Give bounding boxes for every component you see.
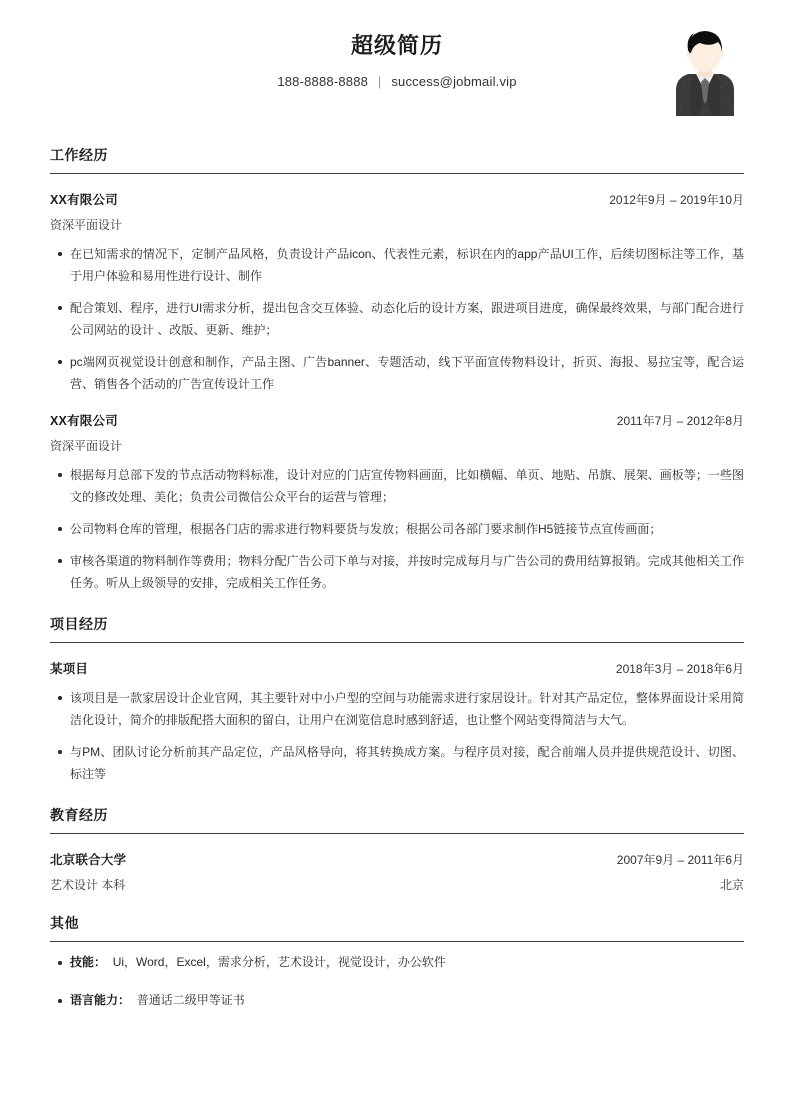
bullet-item: 该项目是一款家居设计企业官网，其主要针对中小户型的空间与功能需求进行家居设计。针对其产品定位，整体界面设计采用简洁化设计，简介的排版配搭大面积的留白，让用户在浏览信息时感到舒适，也让整个网站变得简洁与大气。 bbox=[50, 687, 744, 731]
other-item bbox=[50, 990, 744, 1010]
section bbox=[50, 614, 744, 785]
entry-role: 资深平面设计 bbox=[50, 218, 123, 232]
header-identity bbox=[50, 30, 744, 89]
experience-entry bbox=[50, 411, 744, 594]
contact-line bbox=[50, 74, 744, 89]
section bbox=[50, 805, 744, 893]
entry-organization: XX有限公司 bbox=[50, 414, 118, 428]
experience-entry bbox=[50, 190, 744, 395]
other-list bbox=[50, 952, 744, 1010]
entry-date-range: 2018年3月 – 2018年6月 bbox=[615, 662, 744, 676]
experience-entry bbox=[50, 659, 744, 785]
section-divider bbox=[50, 833, 744, 834]
entry-bullet-list bbox=[50, 243, 744, 395]
other-item bbox=[50, 952, 744, 972]
entry-header-row bbox=[50, 190, 744, 208]
section-title-other: 其他 bbox=[50, 915, 79, 931]
bullet-item: 根据每月总部下发的节点活动物料标准，设计对应的门店宣传物料画面，比如横幅、单页、地贴、吊旗、展架、画板等；一些图文的修改处理、美化；负责公司微信公众平台的运营与管理； bbox=[50, 464, 744, 508]
entry-date-range: 2011年7月 – 2012年8月 bbox=[616, 414, 744, 428]
bullet-item: 与PM、团队讨论分析前其产品定位，产品风格导向，将其转换成方案。与程序员对接，配合前端人员并提供规范设计、切图、标注等 bbox=[50, 741, 744, 785]
section-title: 工作经历 bbox=[50, 147, 108, 163]
entry-date-range: 2012年9月 – 2019年10月 bbox=[609, 193, 744, 207]
resume-sections bbox=[50, 145, 744, 893]
entry-bullet-list bbox=[50, 464, 744, 594]
entry-header-row bbox=[50, 850, 744, 868]
entry-organization: 北京联合大学 bbox=[50, 853, 127, 867]
section-other bbox=[50, 913, 744, 1010]
other-item-label: 语言能力： bbox=[70, 993, 131, 1007]
section-divider bbox=[50, 941, 744, 942]
other-item-label: 技能： bbox=[70, 955, 107, 969]
entry-date-range: 2007年9月 – 2011年6月 bbox=[616, 853, 744, 867]
entry-header-row bbox=[50, 411, 744, 429]
bullet-item: 在已知需求的情况下，定制产品风格，负责设计产品icon、代表性元素，标识在内的app产品UI工作，后续切图标注等工作，基于用户体验和易用性进行设计、制作 bbox=[50, 243, 744, 287]
section-divider bbox=[50, 642, 744, 643]
section-divider bbox=[50, 173, 744, 174]
email-address: success@jobmail.vip bbox=[391, 74, 517, 89]
entry-subtitle-row bbox=[50, 876, 744, 893]
page-title: 超级简历 bbox=[350, 33, 443, 58]
entry-location: 北京 bbox=[719, 878, 744, 892]
bullet-item: 审核各渠道的物料制作等费用；物料分配广告公司下单与对接，并按时完成每月与广告公司的费用结算报销。完成其他相关工作任务。听从上级领导的安排，完成相关工作任务。 bbox=[50, 550, 744, 594]
resume-header bbox=[50, 0, 744, 125]
section-title: 教育经历 bbox=[50, 807, 108, 823]
section bbox=[50, 145, 744, 594]
bullet-item: pc端网页视觉设计创意和制作，产品主图、广告banner、专题活动，线下平面宣传物料设计，折页、海报、易拉宝等，配合运营、销售各个活动的广告宣传设计工作 bbox=[50, 351, 744, 395]
contact-separator: | bbox=[377, 74, 382, 89]
bullet-item: 配合策划、程序，进行UI需求分析，提出包含交互体验、动态化后的设计方案，跟进项目进度，确保最终效果，与部门配合进行公司网站的设计 、改版、更新、维护； bbox=[50, 297, 744, 341]
entry-subtitle-row bbox=[50, 216, 744, 233]
entry-role: 艺术设计 本科 bbox=[50, 878, 126, 892]
entry-bullet-list bbox=[50, 687, 744, 785]
entry-subtitle-row bbox=[50, 437, 744, 454]
entry-header-row bbox=[50, 659, 744, 677]
other-item-value: 普通话二级甲等证书 bbox=[136, 993, 245, 1007]
experience-entry bbox=[50, 850, 744, 893]
entry-organization: XX有限公司 bbox=[50, 193, 118, 207]
phone-number: 188-8888-8888 bbox=[277, 74, 369, 89]
entry-organization: 某项目 bbox=[50, 662, 89, 676]
bullet-item: 公司物料仓库的管理，根据各门店的需求进行物料要货与发放；根据公司各部门要求制作H5链接节点宣传画面； bbox=[50, 518, 744, 540]
entry-role: 资深平面设计 bbox=[50, 439, 123, 453]
person-avatar-icon bbox=[668, 20, 742, 116]
section-title: 项目经历 bbox=[50, 616, 108, 632]
other-item-value: Ui，Word，Excel，需求分析，艺术设计，视觉设计，办公软件 bbox=[112, 955, 446, 969]
